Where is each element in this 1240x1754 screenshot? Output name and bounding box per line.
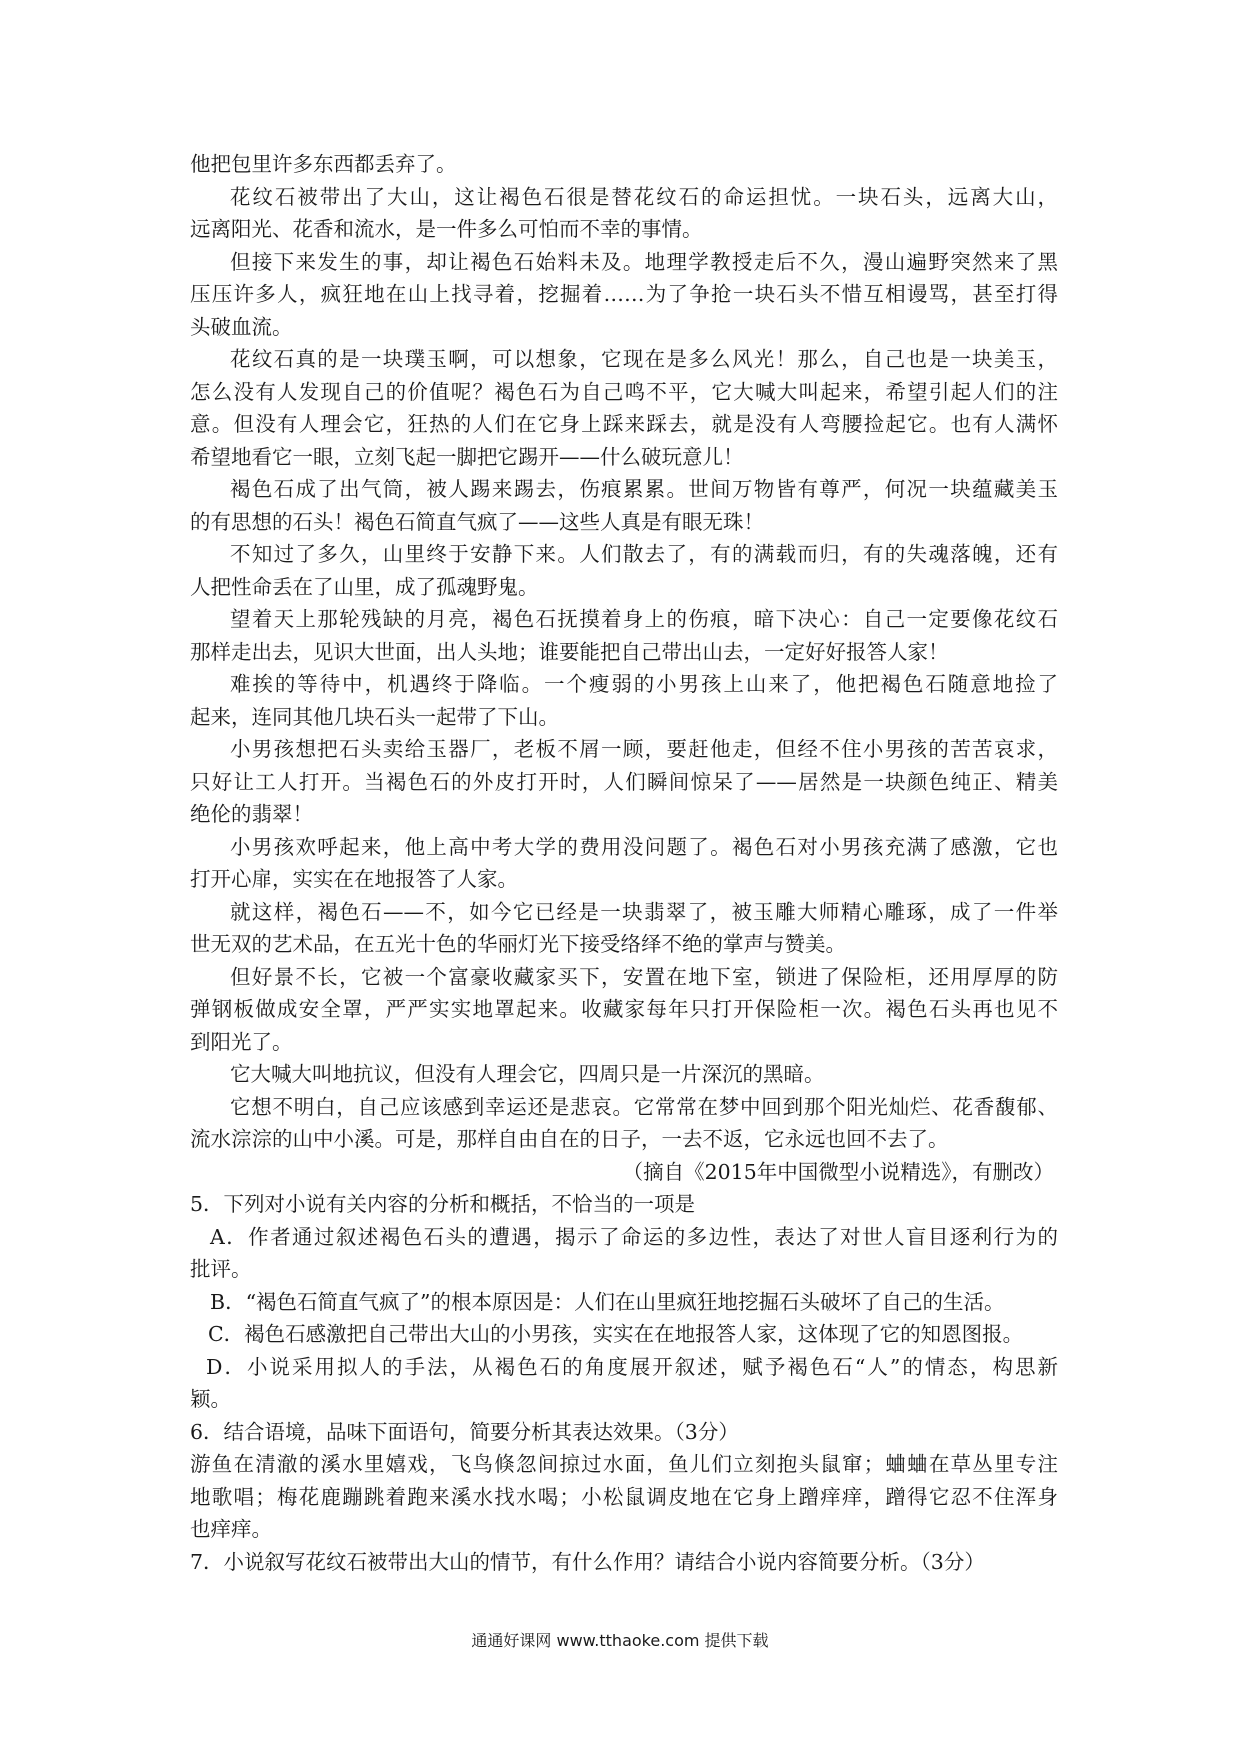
- question-6-quote-line: 地歌唱；梅花鹿蹦跳着跑来溪水找水喝；小松鼠调皮地在它身上蹭痒痒，蹭得它忍不住浑身: [190, 1484, 1058, 1509]
- passage-line: 就这样，褐色石——不，如今它已经是一块翡翠了，被玉雕大师精心雕琢，成了一件举: [230, 899, 1058, 924]
- passage-line: 望着天上那轮残缺的月亮，褐色石抚摸着身上的伤痕，暗下决心：自己一定要像花纹石: [230, 607, 1058, 631]
- passage-line: 怎么没有人发现自己的价值呢？褐色石为自己鸣不平，它大喊大叫起来，希望引起人们的注: [190, 379, 1058, 404]
- passage-line: 小男孩想把石头卖给玉器厂，老板不屑一顾，要赶他走，但经不住小男孩的苦苦哀求，: [230, 737, 1058, 761]
- document-body: [190, 148, 1058, 1578]
- question-6-quote-line: 游鱼在清澈的溪水里嬉戏，飞鸟倏忽间掠过水面，鱼儿们立刻抱头鼠窜；蛐蛐在草丛里专注: [190, 1452, 1058, 1476]
- passage-line: 小男孩欢呼起来，他上高中考大学的费用没问题了。褐色石对小男孩充满了感激，它也: [230, 834, 1058, 859]
- passage-line: 它想不明白，自己应该感到幸运还是悲哀。它常常在梦中回到那个阳光灿烂、花香馥郁、: [230, 1094, 1058, 1119]
- question-7-title: 7．小说叙写花纹石被带出大山的情节，有什么作用？请结合小说内容简要分析。（3分）: [190, 1549, 985, 1574]
- passage-line: 不知过了多久，山里终于安静下来。人们散去了，有的满载而归，有的失魂落魄，还有: [230, 542, 1058, 566]
- question-5-option-d: D．小说采用拟人的手法，从褐色石的角度展开叙述，赋予褐色石“人”的情态，构思新: [206, 1354, 1058, 1379]
- passage-line: 绝伦的翡翠！: [190, 802, 313, 826]
- passage-line: 起来，连同其他几块石头一起带了下山。: [190, 704, 559, 729]
- passage-line: 的有思想的石头！褐色石简直气疯了——这些人真是有眼无珠！: [190, 509, 764, 534]
- question-6: [190, 1416, 1058, 1546]
- passage-line: 意。但没有人理会它，狂热的人们在它身上踩来踩去，就是没有人弯腰捡起它。也有人满怀: [190, 412, 1058, 436]
- passage-line: 人把性命丢在了山里，成了孤魂野鬼。: [190, 574, 539, 599]
- passage-line: 只好让工人打开。当褐色石的外皮打开时，人们瞬间惊呆了——居然是一块颜色纯正、精美: [190, 769, 1058, 794]
- passage-line: 花纹石被带出了大山，这让褐色石很是替花纹石的命运担忧。一块石头，远离大山，: [230, 184, 1058, 209]
- passage-line: 难挨的等待中，机遇终于降临。一个瘦弱的小男孩上山来了，他把褐色石随意地捡了: [230, 672, 1058, 696]
- question-5-title: 5．下列对小说有关内容的分析和概括，不恰当的一项是: [190, 1192, 696, 1216]
- passage-line: 那样走出去，见识大世面，出人头地；谁要能把自己带出山去，一定好好报答人家！: [190, 639, 949, 664]
- passage-line: 希望地看它一眼，立刻飞起一脚把它踢开——什么破玩意儿！: [190, 444, 744, 469]
- passage-line: 流水淙淙的山中小溪。可是，那样自由自在的日子，一去不返，它永远也回不去了。: [190, 1127, 949, 1151]
- question-6-title: 6．结合语境，品味下面语句，简要分析其表达效果。（3分）: [190, 1419, 739, 1444]
- passage-line: 到阳光了。: [190, 1029, 293, 1054]
- passage-line: 它大喊大叫地抗议，但没有人理会它，四周只是一片深沉的黑暗。: [230, 1062, 825, 1086]
- question-5-option-b: B．“褐色石简直气疯了”的根本原因是：人们在山里疯狂地挖掘石头破坏了自己的生活。: [210, 1289, 1005, 1314]
- passage-line: 世无双的艺术品，在五光十色的华丽灯光下接受络绎不绝的掌声与赞美。: [190, 932, 846, 956]
- question-6-quote-line: 也痒痒。: [190, 1517, 272, 1541]
- question-5-option-d-continued: 颖。: [190, 1387, 231, 1411]
- passage-line: 打开心扉，实实在在地报答了人家。: [190, 867, 518, 891]
- passage-line: 花纹石真的是一块璞玉啊，可以想象，它现在是多么风光！那么，自己也是一块美玉，: [230, 347, 1058, 371]
- question-7: [190, 1546, 1058, 1579]
- question-5: [190, 1188, 1058, 1416]
- question-5-option-c: C．褐色石感激把自己带出大山的小男孩，实实在在地报答人家，这体现了它的知恩图报。: [208, 1322, 1024, 1346]
- passage-line: 但好景不长，它被一个富豪收藏家买下，安置在地下室，锁进了保险柜，还用厚厚的防: [230, 964, 1058, 989]
- passage-line: 头破血流。: [190, 314, 293, 339]
- passage-line: 压压许多人，疯狂地在山上找寻着，挖掘着……为了争抢一块石头不惜互相谩骂，甚至打得: [190, 282, 1058, 306]
- question-5-option-a-continued: 批评。: [190, 1257, 252, 1281]
- source-citation: （摘自《2015年中国微型小说精选》，有删改）: [622, 1159, 1054, 1184]
- story-passage: [190, 148, 1058, 1156]
- passage-line: 弹钢板做成安全罩，严严实实地罩起来。收藏家每年只打开保险柜一次。褐色石头再也见不: [190, 997, 1058, 1021]
- question-5-option-a: A．作者通过叙述褐色石头的遭遇，揭示了命运的多边性，表达了对世人盲目逐利行为的: [210, 1224, 1058, 1249]
- passage-line: 远离阳光、花香和流水，是一件多么可怕而不幸的事情。: [190, 217, 703, 241]
- passage-line: 他把包里许多东西都丢弃了。: [190, 152, 457, 176]
- passage-line: 褐色石成了出气筒，被人踢来踢去，伤痕累累。世间万物皆有尊严，何况一块蕴藏美玉: [230, 477, 1058, 501]
- passage-line: 但接下来发生的事，却让褐色石始料未及。地理学教授走后不久，漫山遍野突然来了黑: [230, 249, 1058, 274]
- page-footer: 通通好课网 www.tthaoke.com 提供下载: [471, 1631, 769, 1650]
